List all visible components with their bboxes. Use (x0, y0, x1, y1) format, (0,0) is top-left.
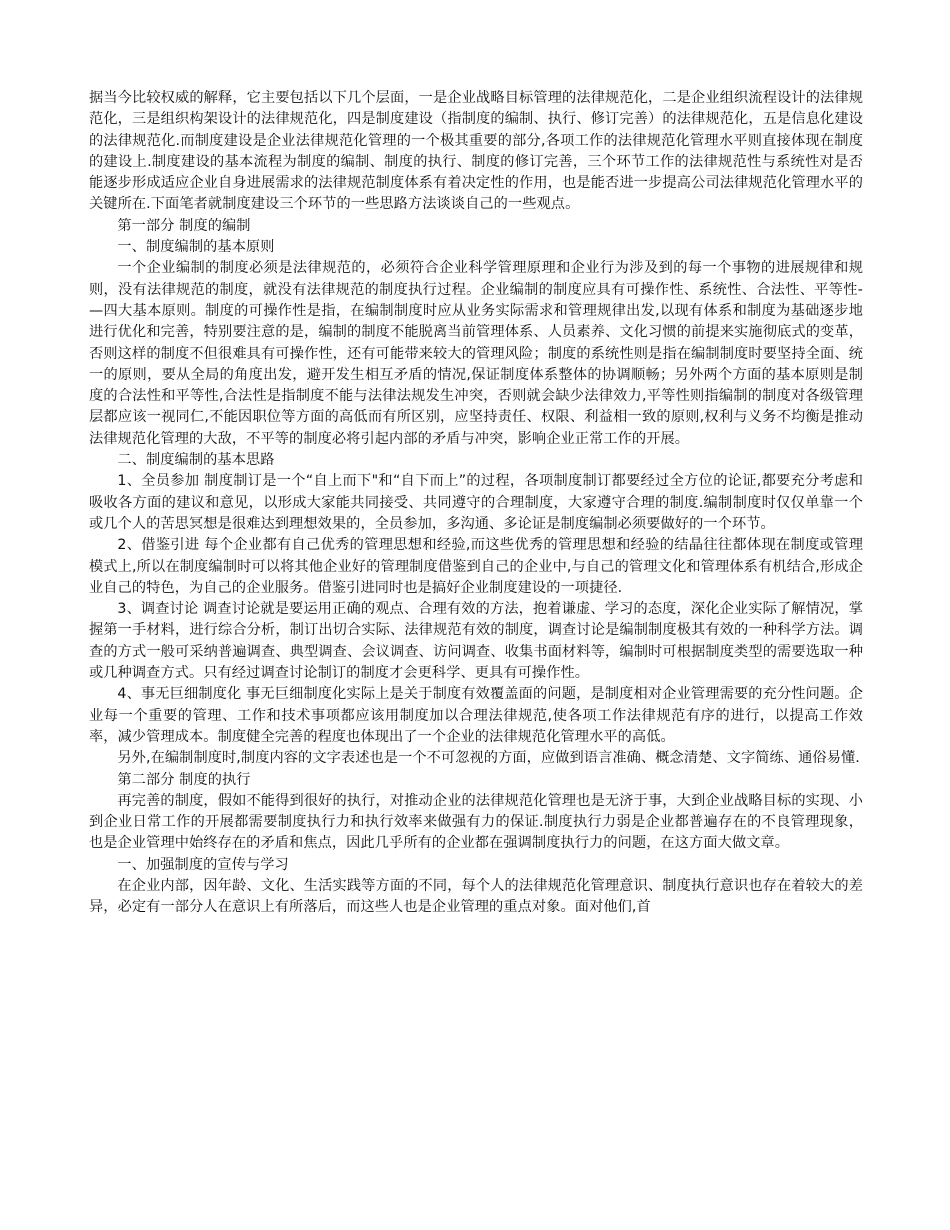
section-heading: 第二部分 制度的执行 (117, 771, 251, 788)
section-heading: 第一部分 制度的编制 (117, 217, 251, 234)
body-paragraph: 在企业内部，因年龄、文化、生活实践等方面的不同，每个人的法律规范化管理意识、制度执行意识也存在着较大的差异，必定有一部分人在意识上有所落后，而这些人也是企业管理的重点对象。面对他们,首 (89, 877, 863, 916)
body-paragraph: 3、调查讨论 调查讨论就是要运用正确的观点、合理有效的方法，抱着谦虚、学习的态度，深化企业实际了解情况，掌握第一手材料，进行综合分析，制订出切合实际、法律规范有效的制度，调查讨论是编制制度极其有效的一种科学方法。调查的方式一般可采纳普遍调查、典型调查、会议调查、访问调查、收集书面材料等，编制时可根据制度类型的需要选取一种或几种调查方式。只有经过调查讨论制订的制度才会更科学、更具有可操作性。 (89, 601, 863, 682)
subsection-heading: 二、制度编制的基本思路 (117, 452, 275, 469)
subsection-heading: 一、加强制度的宣传与学习 (117, 856, 289, 873)
body-paragraph: 一个企业编制的制度必须是法律规范的，必须符合企业科学管理原理和企业行为涉及到的每一个事物的进展规律和规则，没有法律规范的制度，就没有法律规范的制度执行过程。企业编制的制度应具有可操作性、系统性、合法性、平等性-—四大基本原则。制度的可操作性是指，在编制制度时应从业务实际需求和管理规律出发,以现有体系和制度为基础逐步地进行优化和完善，特别要注意的是，编制的制度不能脱离当前管理体系、人员素养、文化习惯的前提来实施彻底式的变革，否则这样的制度不但很难具有可操作性，还有可能带来较大的管理风险；制度的系统性则是指在编制制度时要坚持全面、统一的原则，要从全局的角度出发，避开发生相互矛盾的情况,保证制度体系整体的协调顺畅；另外两个方面的基本原则是制度的合法性和平等性,合法性是指制度不能与法律法规发生冲突，否则就会缺少法律效力,平等性则指编制的制度对各级管理层都应该一视同仁,不能因职位等方面的高低而有所区别，应坚持责任、权限、利益相一致的原则,权利与义务不均衡是推动法律规范化管理的大敌，不平等的制度必将引起内部的矛盾与冲突，影响企业正常工作的开展。 (89, 260, 863, 447)
document-page (89, 88, 863, 919)
subsection-heading: 一、制度编制的基本原则 (117, 239, 275, 256)
intro-paragraph: 据当今比较权威的解释，它主要包括以下几个层面，一是企业战略目标管理的法律规范化，二是企业组织流程设计的法律规范化，三是组织构架设计的法律规范化，四是制度建设（指制度的编制、执行、修订完善）的法律规范化，五是信息化建设的法律规范化.而制度建设是企业法律规范化管理的一个极其重要的部分,各项工作的法律规范化管理水平则直接体现在制度的建设上.制度建设的基本流程为制度的编制、制度的执行、制度的修订完善，三个环节工作的法律规范性与系统性对是否能逐步形成适应企业自身进展需求的法律规范制度体系有着决定性的作用，也是能否进一步提高公司法律规范化管理水平的关键所在.下面笔者就制度建设三个环节的一些思路方法谈谈自己的一些观点。 (89, 90, 863, 213)
body-paragraph: 1、全员参加 制度制订是一个“自上而下"和“自下而上”的过程，各项制度制订都要经过全方位的论证,都要充分考虑和吸收各方面的建议和意见，以形成大家能共同接受、共同遵守的合理制度，大家遵守合理的制度.编制制度时仅仅单靠一个或几个人的苦思冥想是很难达到理想效果的，全员参加，多沟通、多论证是制度编制必须要做好的一个环节。 (89, 473, 863, 532)
body-paragraph: 4、事无巨细制度化 事无巨细制度化实际上是关于制度有效覆盖面的问题，是制度相对企业管理需要的充分性问题。企业每一个重要的管理、工作和技术事项都应该用制度加以合理法律规范,使各项工作法律规范有序的进行，以提高工作效率，减少管理成本。制度健全完善的程度也体现出了一个企业的法律规范化管理水平的高低。 (89, 686, 863, 745)
body-paragraph: 再完善的制度，假如不能得到很好的执行，对推动企业的法律规范化管理也是无济于事，大到企业战略目标的实现、小到企业日常工作的开展都需要制度执行力和执行效率来做强有力的保证.制度执行力弱是企业都普遍存在的不良管理现象，也是企业管理中始终存在的矛盾和焦点，因此几乎所有的企业都在强调制度执行力的问题，在这方面大做文章。 (89, 792, 863, 852)
body-paragraph: 2、借鉴引进 每个企业都有自己优秀的管理思想和经验,而这些优秀的管理思想和经验的结晶往往都体现在制度或管理模式上,所以在制度编制时可以将其他企业好的管理制度借鉴到自己的企业中,与自己的管理文化和管理体系有机结合,形成企业自己的特色，为自己的企业服务。借鉴引进同时也是搞好企业制度建设的一项捷径. (89, 537, 863, 596)
body-paragraph: 另外,在编制制度时,制度内容的文字表述也是一个不可忽视的方面，应做到语言准确、概念清楚、文字简练、通俗易懂. (117, 750, 860, 767)
